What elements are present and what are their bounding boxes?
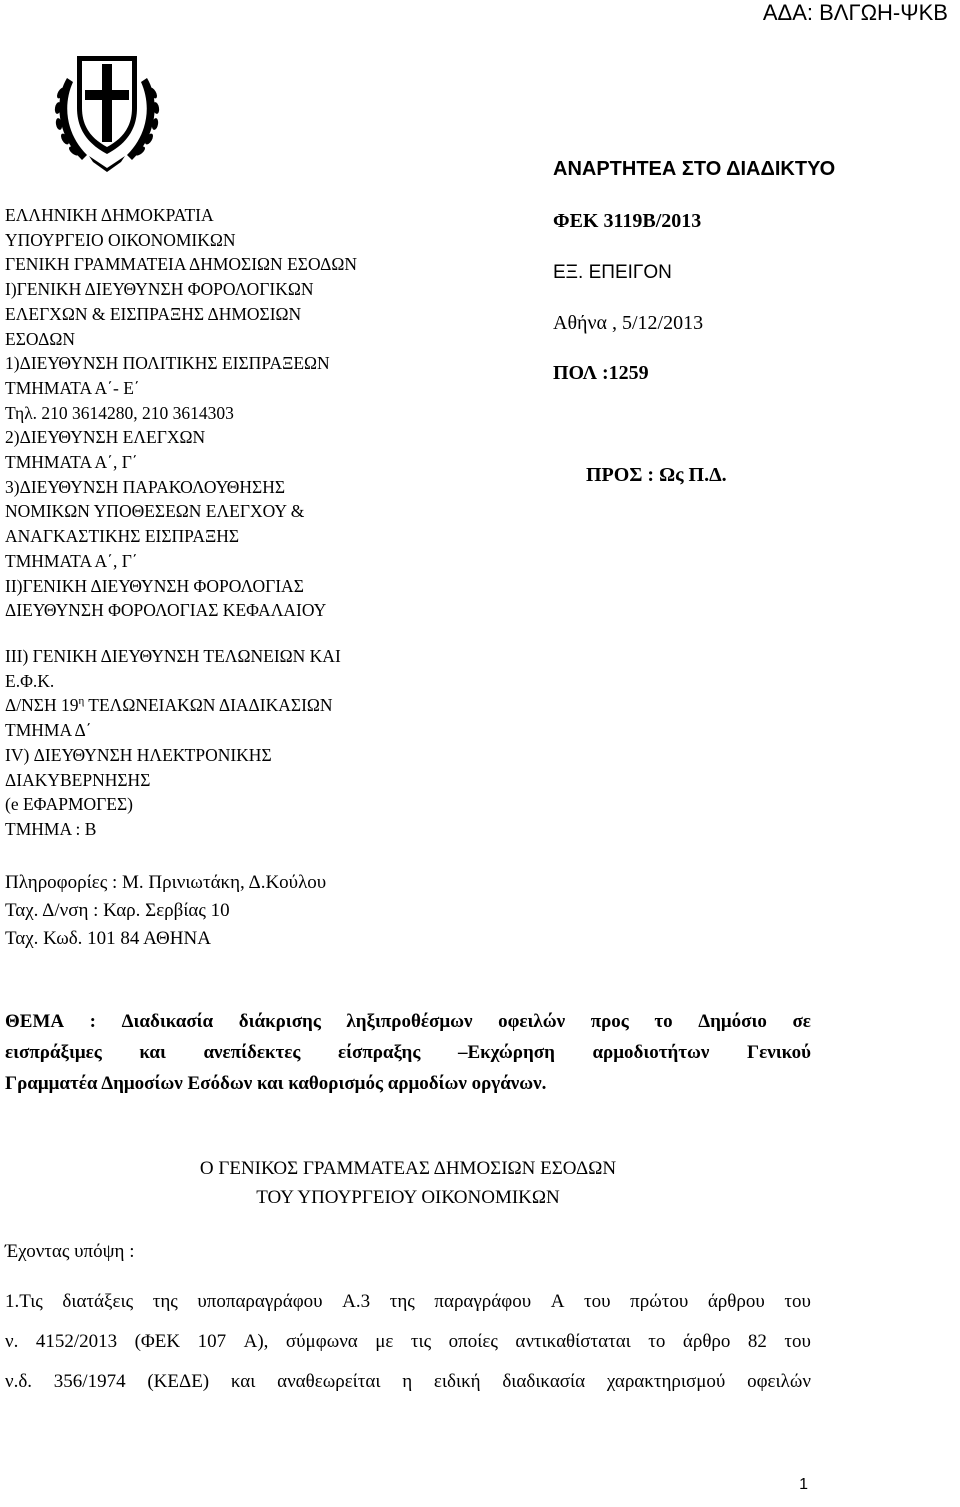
sender-line: ΤΜΗΜΑΤΑ Α΄, Γ΄ [5, 452, 138, 473]
subject-word: εισπράξιμες [5, 1042, 102, 1063]
body-word: οφειλών [747, 1371, 811, 1392]
body-text [5, 1282, 811, 1402]
body-word: (ΚΕΔΕ) [147, 1371, 210, 1392]
body-line-1 [5, 1282, 811, 1322]
document-date: Αθήνα , 5/12/2013 [553, 312, 704, 334]
sender-line: ΑΝΑΓΚΑΣΤΙΚΗΣ ΕΙΣΠΡΑΞΗΣ [5, 526, 240, 547]
subject-word: Γενικού [747, 1042, 811, 1063]
subject-word: σε [792, 1011, 811, 1032]
customs-line: ΙΙΙ) ΓΕΝΙΚΗ ΔΙΕΥΘΥΝΣΗ ΤΕΛΩΝΕΙΩΝ ΚΑΙ [5, 646, 341, 666]
body-word: αναθεωρείται [277, 1371, 381, 1392]
body-word: Α), [243, 1331, 269, 1352]
subject-word: προς [590, 1011, 629, 1032]
body-word: ν.δ. [5, 1371, 33, 1392]
subject-word: Δημόσιο [698, 1011, 767, 1032]
internet-posting-notice: ΑΝΑΡΤΗΤΕΑ ΣΤΟ ΔΙΑΔΙΚΤΥΟ [553, 158, 836, 180]
subject-line-1 [5, 1006, 811, 1037]
sender-line: Ι)ΓΕΝΙΚΗ ΔΙΕΥΘΥΝΣΗ ΦΟΡΟΛΟΓΙΚΩΝ [5, 279, 314, 300]
body-word: η [402, 1371, 413, 1392]
body-word: πρώτου [630, 1291, 689, 1312]
body-word: το [648, 1331, 666, 1352]
body-word: σύμφωνα [285, 1331, 358, 1352]
subject-word: ληξιπροθέσμων [346, 1011, 473, 1032]
subject-word: και [139, 1042, 166, 1063]
customs-line: (e ΕΦΑΡΜΟΓΕΣ) [5, 794, 134, 815]
customs-line: ΤΜΗΜΑ Δ΄ [5, 720, 92, 741]
fek-reference: ΦΕΚ 3119Β/2013 [553, 210, 702, 232]
body-word: διατάξεις [62, 1291, 134, 1312]
body-word: οποίες [448, 1331, 498, 1352]
issuer-title: Ο ΓΕΝΙΚΟΣ ΓΡΑΜΜΑΤΕΑΣ ΔΗΜΟΣΙΩΝ ΕΣΟΔΩΝ [199, 1158, 617, 1179]
recipient: ΠΡΟΣ : Ως Π.Δ. [586, 464, 727, 486]
issuer-heading [5, 1154, 811, 1212]
body-word: 82 [747, 1331, 767, 1352]
body-word: της [152, 1291, 178, 1312]
sender-block [5, 203, 357, 623]
subject-word: ΘΕΜΑ [5, 1011, 65, 1032]
body-word: του [784, 1291, 811, 1312]
body-word: Α.3 [342, 1291, 371, 1312]
body-word: Α [550, 1291, 565, 1312]
body-line-3 [5, 1362, 811, 1402]
body-word: άρθρο [682, 1331, 731, 1352]
body-word: ειδική [433, 1371, 481, 1392]
body-line-2 [5, 1322, 811, 1362]
body-word: (ΦΕΚ [134, 1331, 181, 1352]
body-word: τις [410, 1331, 432, 1352]
circular-number: ΠΟΛ :1259 [553, 362, 649, 384]
subject-word: είσπραξης [337, 1042, 421, 1063]
body-word: 356/1974 [53, 1371, 126, 1392]
page-number: 1 [799, 1476, 808, 1493]
ordinal-superscript: η [78, 695, 85, 708]
customs-line [5, 693, 341, 718]
body-word: υποπαραγράφου [197, 1291, 323, 1312]
body-word: της [389, 1291, 415, 1312]
postal-address: Ταχ. Δ/νση : Καρ. Σερβίας 10 [5, 900, 230, 921]
sender-line: 3)ΔΙΕΥΘΥΝΣΗ ΠΑΡΑΚΟΛΟΥΘΗΣΗΣ [5, 476, 286, 497]
sender-line: ΙΙ)ΓΕΝΙΚΗ ΔΙΕΥΘΥΝΣΗ ΦΟΡΟΛΟΓΙΑΣ [5, 575, 304, 596]
subject-word: το [654, 1011, 673, 1032]
contact-info [5, 869, 326, 953]
customs-line: Ε.Φ.Κ. [5, 670, 55, 691]
subject-line-3: Γραμματέα Δημοσίων Εσόδων και καθορισμός αρμοδίων οργάνων. [5, 1073, 547, 1094]
sender-line: ΕΛΛΗΝΙΚΗ ΔΗΜΟΚΡΑΤΙΑ [5, 205, 214, 225]
contact-persons: Πληροφορίες : Μ. Πρινιωτάκη, Δ.Κούλου [5, 872, 327, 893]
ada-code: ΑΔΑ: ΒΛΓΩΗ-ΨΚΒ [762, 0, 948, 25]
sender-line: ΓΕΝΙΚΗ ΓΡΑΜΜΑΤΕΙΑ ΔΗΜΟΣΙΩΝ ΕΣΟΔΩΝ [5, 254, 358, 275]
subject-word: –Εκχώρηση [457, 1042, 555, 1063]
subject [5, 1006, 811, 1099]
body-word: άρθρου [707, 1291, 765, 1312]
body-word: με [375, 1331, 394, 1352]
having-regard-label: Έχοντας υπόψη : [5, 1241, 135, 1262]
subject-word: αρμοδιοτήτων [592, 1042, 710, 1063]
body-word: ν. [5, 1331, 19, 1352]
sender-line: ΝΟΜΙΚΩΝ ΥΠΟΘΕΣΕΩΝ ΕΛΕΓΧΟΥ & [5, 501, 305, 522]
subject-line-2 [5, 1037, 811, 1068]
customs-line: ΙV) ΔΙΕΥΘΥΝΣΗ ΗΛΕΚΤΡΟΝΙΚΗΣ [5, 744, 272, 765]
customs-line: ΤΜΗΜΑ : Β [5, 818, 97, 839]
customs-line: ΔΙΑΚΥΒΕΡΝΗΣΗΣ [5, 769, 151, 790]
sender-line: ΤΜΗΜΑΤΑ Α΄, Γ΄ [5, 550, 138, 571]
issuer-ministry: ΤΟΥ ΥΠΟΥΡΓΕΙΟΥ ΟΙΚΟΝΟΜΙΚΩΝ [256, 1187, 560, 1208]
body-word: 4152/2013 [35, 1331, 118, 1352]
sender-line: 2)ΔΙΕΥΘΥΝΣΗ ΕΛΕΓΧΩΝ [5, 427, 206, 448]
sender-line: Τηλ. 210 3614280, 210 3614303 [5, 402, 234, 423]
customs-line-suffix: ΤΕΛΩΝΕΙΑΚΩΝ ΔΙΑΔΙΚΑΣΙΩΝ [84, 695, 333, 716]
sender-line: ΤΜΗΜΑΤΑ Α΄- Ε΄ [5, 377, 140, 398]
sender-line: ΕΛΕΓΧΩΝ & ΕΙΣΠΡΑΞΗΣ ΔΗΜΟΣΙΩΝ [5, 303, 302, 324]
sender-line: ΥΠΟΥΡΓΕΙΟ ΟΙΚΟΝΟΜΙΚΩΝ [5, 229, 236, 250]
sender-line: 1)ΔΙΕΥΘΥΝΣΗ ΠΟΛΙΤΙΚΗΣ ΕΙΣΠΡΑΞΕΩΝ [5, 353, 330, 374]
customs-block [5, 644, 341, 842]
subject-word: ανεπίδεκτες [203, 1042, 301, 1063]
greek-coat-of-arms-emblem [47, 38, 167, 176]
body-word: του [784, 1331, 811, 1352]
urgency-label: ΕΞ. ΕΠΕΙΓΟΝ [553, 262, 672, 283]
subject-word: διάκρισης [238, 1011, 321, 1032]
sender-line: ΔΙΕΥΘΥΝΣΗ ΦΟΡΟΛΟΓΙΑΣ ΚΕΦΑΛΑΙΟΥ [5, 600, 327, 621]
body-word: αντικαθίσταται [515, 1331, 631, 1352]
subject-word: : [89, 1011, 96, 1032]
sender-line: ΕΣΟΔΩΝ [5, 328, 75, 349]
subject-word: Διαδικασία [121, 1011, 214, 1032]
postal-code: Ταχ. Κωδ. 101 84 ΑΘΗΝΑ [5, 928, 211, 949]
body-word: παραγράφου [434, 1291, 532, 1312]
body-word: διαδικασία [502, 1371, 586, 1392]
body-word: χαρακτηρισμού [606, 1371, 726, 1392]
body-word: και [230, 1371, 256, 1392]
body-word: 107 [197, 1331, 227, 1352]
body-word: του [584, 1291, 611, 1312]
subject-word: οφειλών [498, 1011, 566, 1032]
body-word: 1.Τις [5, 1291, 43, 1312]
customs-line-prefix: Δ/ΝΣΗ 19 [5, 695, 79, 716]
